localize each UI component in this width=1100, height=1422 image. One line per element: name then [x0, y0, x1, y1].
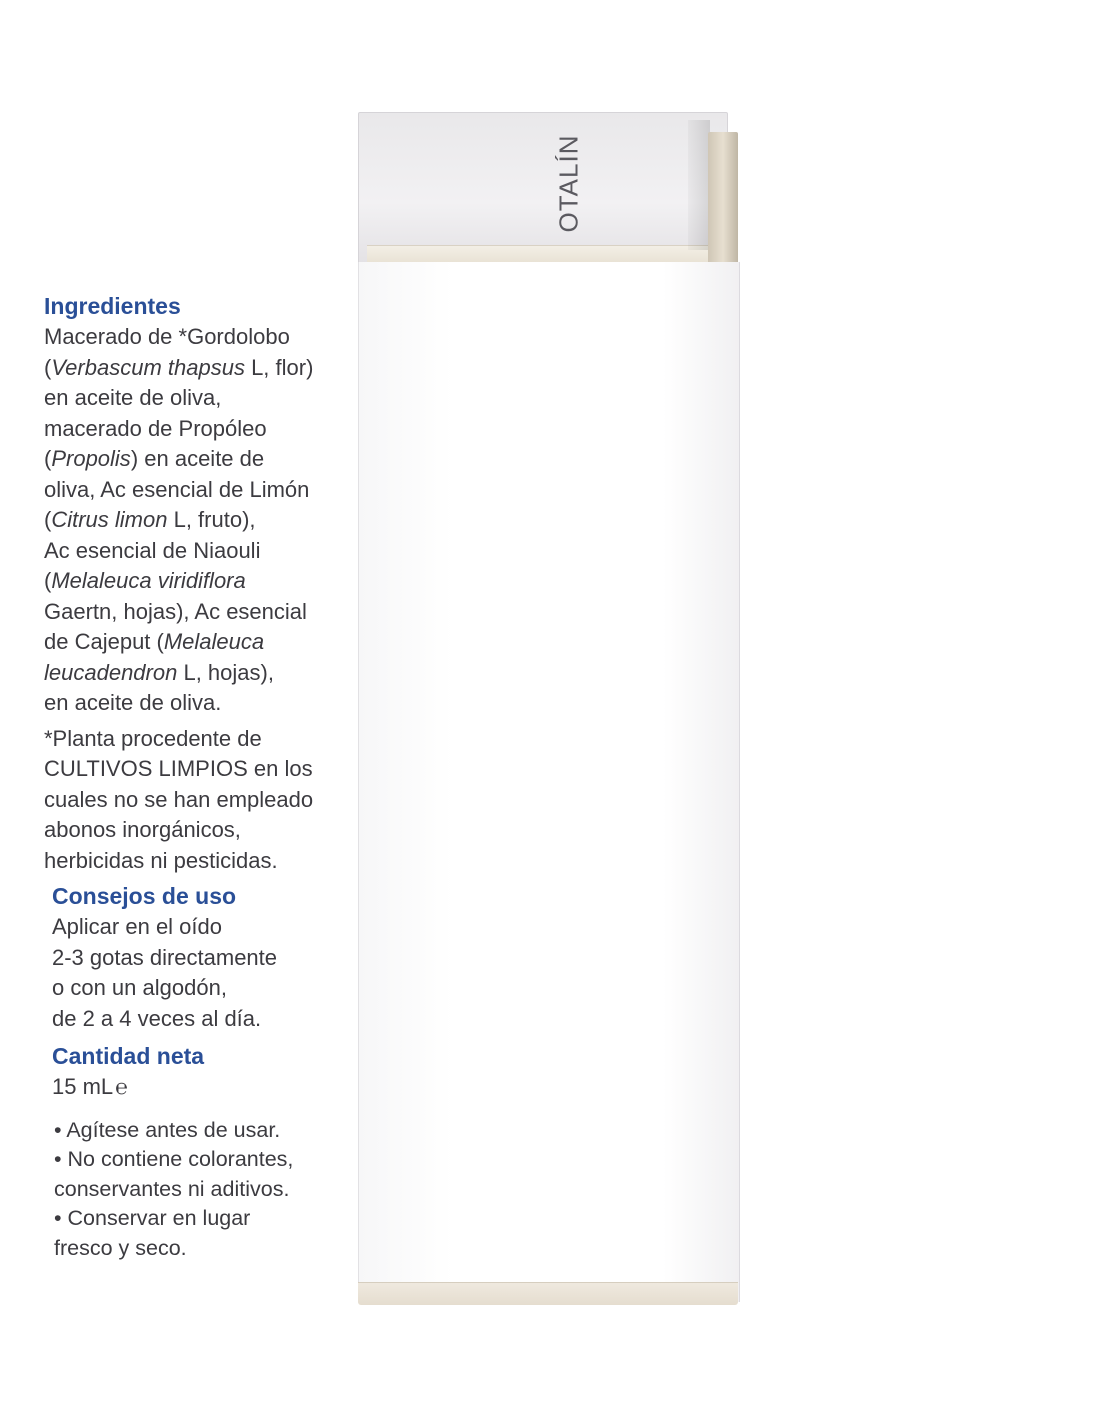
note-line: *Planta procedente de [44, 725, 262, 751]
note-bullet-line: • Conservar en lugar [54, 1206, 251, 1230]
usage-list [52, 912, 374, 1034]
ingredients-list [44, 322, 374, 719]
label-text [44, 292, 374, 1263]
box-tuck-flap [708, 132, 738, 272]
usage-line: 2-3 gotas directamente [52, 944, 278, 970]
usage-line: de 2 a 4 veces al día. [52, 1005, 262, 1031]
ingredients-heading: Ingredientes [44, 293, 181, 319]
ingredient-line: Macerado de *Gordolobo [44, 324, 290, 349]
usage-line: Aplicar en el oído [52, 914, 222, 939]
ingredient-line: (Propolis) en aceite de [44, 446, 265, 471]
brand-label [519, 133, 619, 233]
ingredient-line: Gaertn, hojas), Ac esencial [44, 598, 307, 624]
ingredient-line: Ac esencial de Niaouli [44, 537, 261, 563]
ingredients-section [44, 292, 374, 719]
ingredient-line: (Citrus limon L, fruto), [44, 507, 256, 532]
note-line: CULTIVOS LIMPIOS en los [44, 756, 313, 781]
ingredient-line: (Verbascum thapsus L, flor) [44, 354, 314, 380]
ingredient-line: macerado de Propóleo [44, 415, 267, 441]
note-bullet-line: conservantes ni aditivos. [54, 1176, 290, 1201]
net-quantity-heading: Cantidad neta [52, 1043, 205, 1069]
tuck-shadow [688, 120, 710, 250]
usage-heading: Consejos de uso [52, 883, 237, 909]
box-side-panel [358, 262, 740, 1302]
box-top-flap [358, 112, 728, 264]
net-quantity-section [44, 1042, 374, 1104]
usage-section [44, 882, 374, 1034]
net-quantity-amount: 15 mL [52, 1074, 114, 1099]
ingredient-line: (Melaleuca viridiflora [44, 568, 246, 593]
net-quantity-value [52, 1072, 374, 1104]
brand-text: OTALÍN [553, 134, 584, 232]
note-bullet-line: fresco y seco. [54, 1235, 187, 1260]
ingredients-note [44, 724, 374, 877]
usage-line: o con un algodón, [52, 975, 227, 1000]
note-line: herbicidas ni pesticidas. [44, 847, 278, 873]
box-bottom-edge [358, 1282, 738, 1305]
note-bullet-line: • Agítese antes de usar. [54, 1117, 281, 1142]
notes-list [44, 1116, 374, 1264]
ingredient-line: en aceite de oliva, [44, 385, 222, 410]
estimated-sign-icon: ℮ [115, 1076, 128, 1099]
note-bullet-line: • No contiene colorantes, [54, 1147, 294, 1171]
ingredient-line: en aceite de oliva. [44, 690, 222, 715]
note-line: cuales no se han empleado [44, 786, 314, 812]
note-line: abonos inorgánicos, [44, 817, 241, 842]
ingredient-line: leucadendron L, hojas), [44, 659, 274, 685]
ingredient-line: oliva, Ac esencial de Limón [44, 476, 310, 502]
product-box-side [358, 112, 738, 1312]
ingredient-line: de Cajeput (Melaleuca [44, 629, 265, 654]
